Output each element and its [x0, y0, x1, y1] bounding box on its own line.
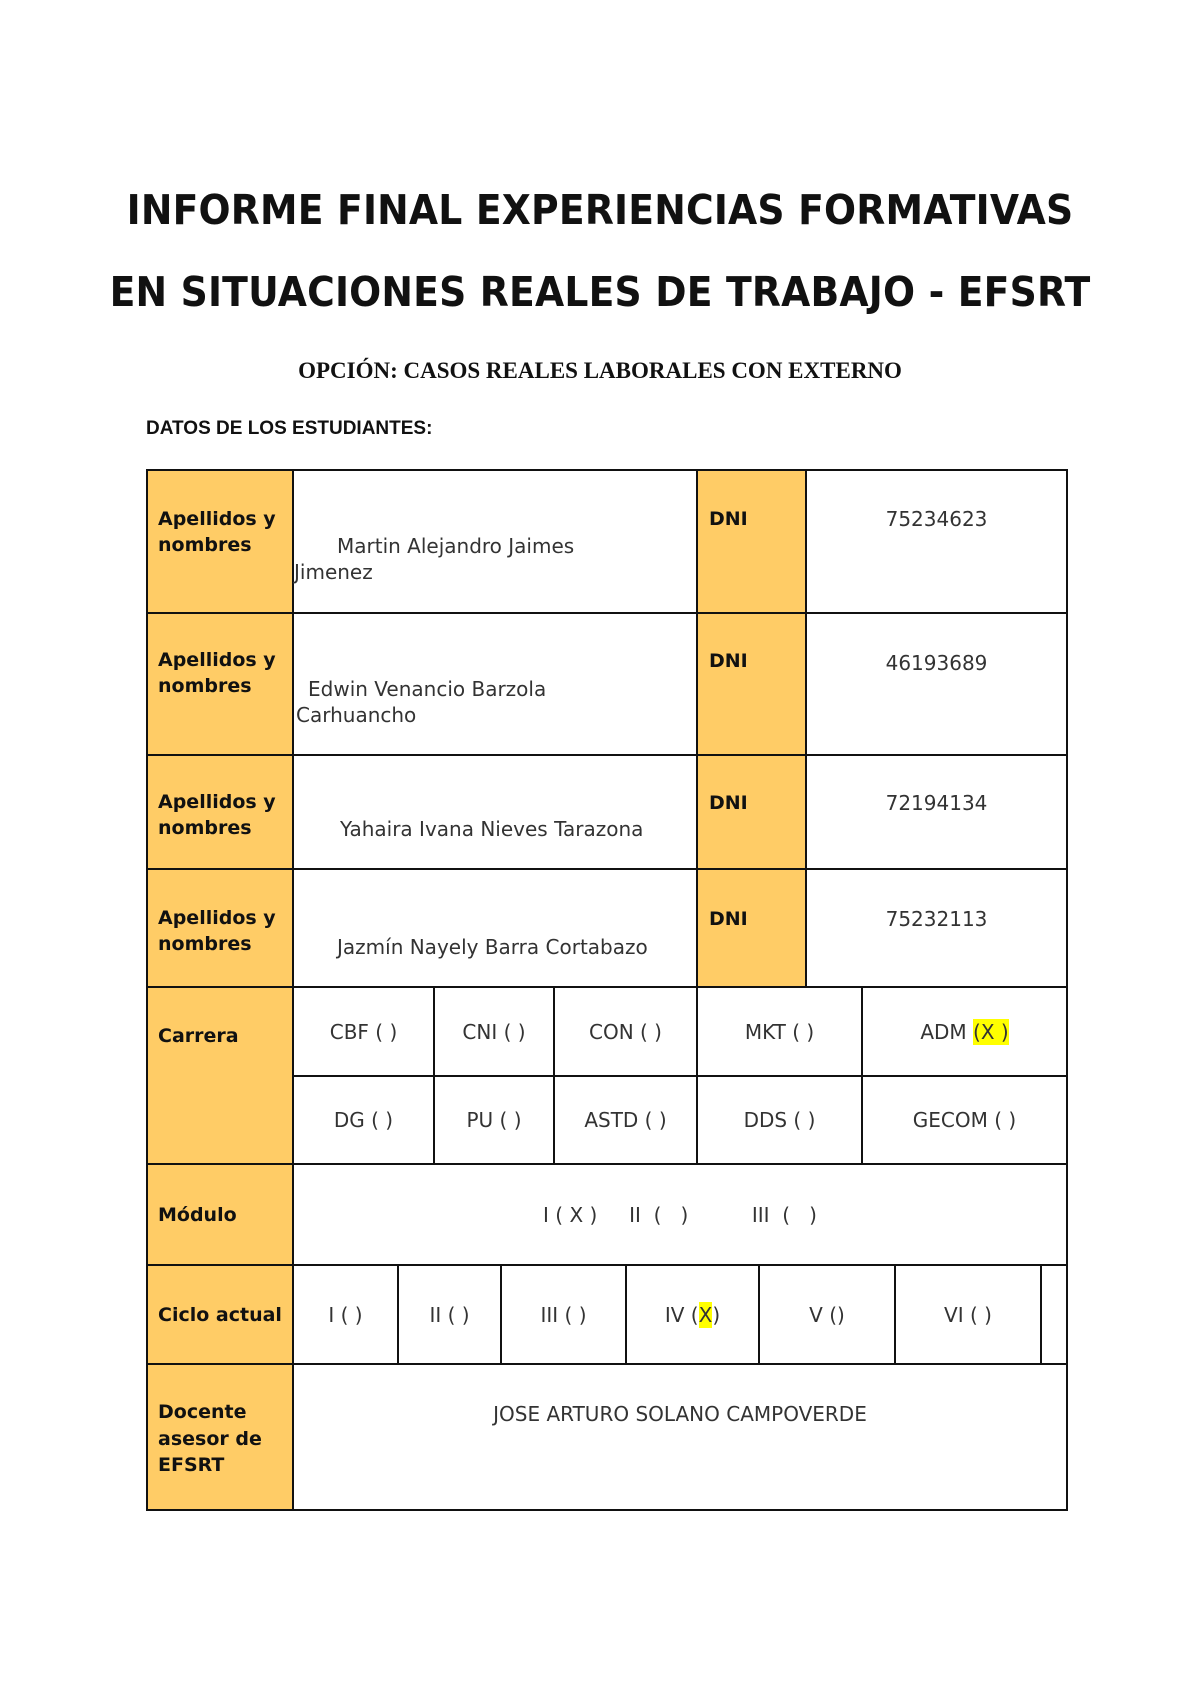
- document-title-line1: INFORME FINAL EXPERIENCIAS FORMATIVAS: [126, 186, 1074, 234]
- carrera-option-dg: DG ( ): [333, 1108, 394, 1132]
- student-2-label: Apellidos y nombres: [158, 649, 276, 697]
- carrera-option-pu: PU ( ): [466, 1108, 522, 1132]
- student-3-dni: 72194134: [885, 791, 988, 815]
- docente-label-line2: asesor de: [158, 1428, 262, 1450]
- adm-text: ADM: [920, 1019, 974, 1044]
- ciclo-option-iii: III ( ): [540, 1302, 587, 1327]
- carrera-option-gecom: GECOM ( ): [912, 1108, 1017, 1132]
- student-2-name-line2: Carhuancho: [296, 703, 417, 727]
- carrera-option-mkt: MKT ( ): [744, 1019, 815, 1044]
- student-4-name-line1: Jazmín Nayely Barra Cortabazo: [337, 935, 648, 959]
- carrera-option-cni: CNI ( ): [462, 1019, 526, 1044]
- student-4-dni-label: DNI: [709, 908, 748, 930]
- ciclo-option-vi: VI ( ): [944, 1302, 992, 1327]
- carrera-option-con: CON ( ): [589, 1019, 662, 1044]
- section-heading: DATOS DE LOS ESTUDIANTES:: [146, 418, 433, 439]
- carrera-option-dds: DDS ( ): [743, 1108, 816, 1132]
- ciclo-option-iv: IV ( X ): [664, 1302, 721, 1327]
- student-1-name-line2: Jimenez: [294, 560, 373, 584]
- adm-selected-mark: (X ): [973, 1019, 1009, 1044]
- ciclo-option-i: I ( ): [328, 1302, 363, 1327]
- carrera-option-cbf: CBF ( ): [329, 1019, 398, 1044]
- docente-name: JOSE ARTURO SOLANO CAMPOVERDE: [493, 1402, 867, 1426]
- student-2-dni-label: DNI: [709, 650, 748, 672]
- student-3-name-line1: Yahaira Ivana Nieves Tarazona: [340, 817, 644, 841]
- modulo-options: I ( X ) II ( ) III ( ): [543, 1202, 817, 1227]
- student-2-name-line1: Edwin Venancio Barzola: [308, 677, 547, 701]
- carrera-label: Carrera: [158, 1025, 239, 1047]
- carrera-option-adm: [863, 988, 1066, 1075]
- option-subtitle: OPCIÓN: CASOS REALES LABORALES CON EXTERNO: [298, 358, 902, 383]
- student-1-label: Apellidos y nombres: [158, 508, 276, 556]
- student-4-dni: 75232113: [885, 907, 988, 931]
- docente-label-line3: EFSRT: [158, 1454, 225, 1476]
- student-1-name-line1: Martin Alejandro Jaimes: [337, 534, 575, 558]
- modulo-label: Módulo: [158, 1204, 237, 1226]
- ciclo-iv-selected-mark: X: [698, 1302, 713, 1327]
- ciclo-option-v: V (): [809, 1302, 845, 1327]
- student-2-dni: 46193689: [885, 651, 988, 675]
- student-1-dni-label: DNI: [709, 508, 748, 530]
- student-4-label: Apellidos y nombres: [158, 907, 276, 955]
- student-3-dni-label: DNI: [709, 792, 748, 814]
- document-title-line2: EN SITUACIONES REALES DE TRABAJO - EFSRT: [109, 268, 1091, 316]
- docente-label-line1: Docente: [158, 1401, 247, 1423]
- ciclo-label: Ciclo actual: [158, 1304, 282, 1326]
- ciclo-option-ii: II ( ): [429, 1302, 470, 1327]
- carrera-option-astd: ASTD ( ): [584, 1108, 667, 1132]
- student-3-label: Apellidos y nombres: [158, 791, 276, 839]
- student-1-dni: 75234623: [885, 507, 988, 531]
